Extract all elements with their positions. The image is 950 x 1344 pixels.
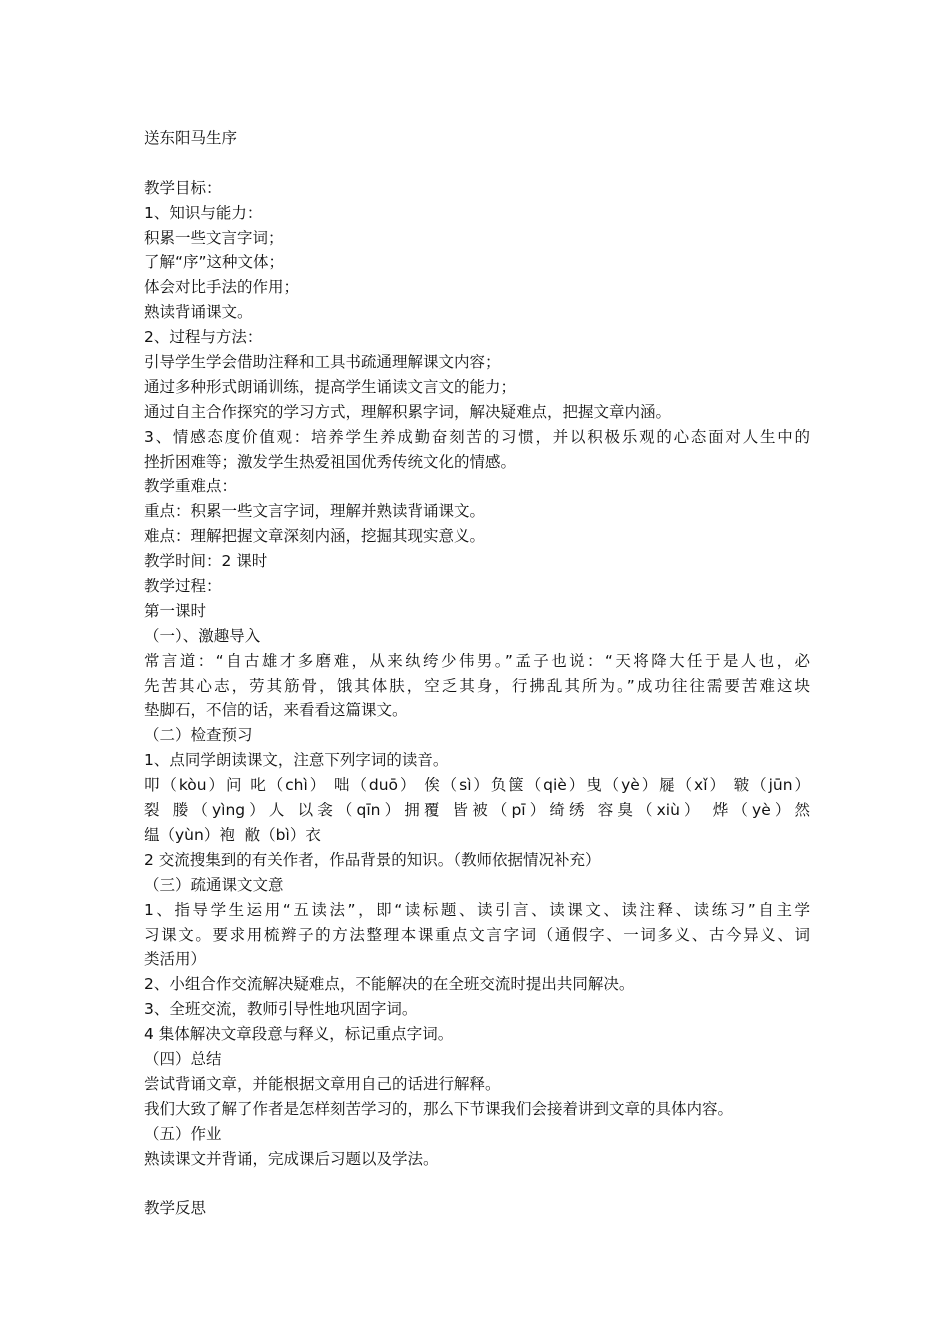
text-line: 2 交流搜集到的有关作者，作品背景的知识。（教师依据情况补充） xyxy=(144,850,601,869)
pronunciation-line: 缊（yùn）袍 敝（bì）衣 xyxy=(144,825,321,844)
text-line: 积累一些文言字词； xyxy=(144,228,284,247)
text-line: 熟读课文并背诵，完成课后习题以及学法。 xyxy=(144,1149,439,1168)
document-title: 送东阳马生序 xyxy=(144,129,238,147)
text-line: 习课文。要求用梳辫子的方法整理本课重点文言字词（通假字、一词多义、古今异义、词 xyxy=(144,925,810,944)
text-line: 1、知识与能力： xyxy=(144,203,263,222)
text-line: 引导学生学会借助注释和工具书疏通理解课文内容； xyxy=(144,353,501,372)
section-heading: （三）疏通课文文意 xyxy=(144,875,284,894)
text-line: 熟读背诵课文。 xyxy=(144,303,253,322)
blank-line xyxy=(144,151,810,176)
text-line: 第一课时 xyxy=(144,601,207,620)
text-line: 4 集体解决文章段意与释义，标记重点字词。 xyxy=(144,1025,454,1044)
text-line: 尝试背诵文章，并能根据文章用自己的话进行解释。 xyxy=(144,1074,501,1093)
text-line: 难点：理解把握文章深刻内涵，挖掘其现实意义。 xyxy=(144,527,486,546)
text-line: 3、情感态度价值观：培养学生养成勤奋刻苦的习惯，并以积极乐观的心态面对人生中的 xyxy=(144,427,810,446)
section-heading: （五）作业 xyxy=(144,1124,222,1143)
text-line: 2、小组合作交流解决疑难点，不能解决的在全班交流时提出共同解决。 xyxy=(144,975,635,994)
blank-line xyxy=(144,1171,810,1196)
text-line: 垫脚石，不信的话，来看看这篇课文。 xyxy=(144,701,408,720)
text-line: 体会对比手法的作用； xyxy=(144,278,300,297)
section-heading: （一）、激趣导入 xyxy=(144,626,261,645)
text-line: 重点：积累一些文言字词，理解并熟读背诵课文。 xyxy=(144,502,486,521)
text-line: 挫折困难等；激发学生热爱祖国优秀传统文化的情感。 xyxy=(144,452,517,471)
text-line: 3、全班交流，教师引导性地巩固字词。 xyxy=(144,1000,418,1019)
pronunciation-line: 裂 媵（yìng）人 以衾（qīn）拥覆 皆被（pī）绮绣 容臭（xiù） 烨（yè）然 xyxy=(144,801,810,820)
section-heading: 教学重难点： xyxy=(144,477,238,496)
text-line: 了解“序”这种文体； xyxy=(144,253,285,272)
section-heading: 教学反思 xyxy=(144,1199,207,1218)
text-line: 2、过程与方法： xyxy=(144,328,263,347)
section-heading: 教学过程： xyxy=(144,577,222,596)
document-body xyxy=(144,126,810,1221)
text-line: 教学时间：2 课时 xyxy=(144,552,268,571)
text-line: 通过多种形式朗诵训练，提高学生诵读文言文的能力； xyxy=(144,377,517,396)
text-line: 常言道：“自古雄才多磨难，从来纨绔少伟男。”孟子也说：“天将降大任于是人也，必 xyxy=(144,651,810,670)
section-heading: （二）检查预习 xyxy=(144,726,253,745)
pronunciation-line: 叩（kòu）问 叱（chì） 咄（duō） 俟（sì）负箧（qiè）曳（yè）屣（xǐ） 皲（jūn） xyxy=(144,776,810,795)
text-line: 通过自主合作探究的学习方式，理解积累字词，解决疑难点，把握文章内涵。 xyxy=(144,402,672,421)
text-line: 类活用） xyxy=(144,950,207,969)
text-line: 先苦其心志，劳其筋骨，饿其体肤，空乏其身，行拂乱其所为。”成功往往需要苦难这块 xyxy=(144,676,810,695)
text-line: 1、点同学朗读课文，注意下列字词的读音。 xyxy=(144,751,449,770)
text-line: 1、指导学生运用“五读法”，即“读标题、读引言、读课文、读注释、读练习”自主学 xyxy=(144,900,810,919)
section-heading: （四）总结 xyxy=(144,1049,222,1068)
section-heading: 教学目标： xyxy=(144,178,222,197)
text-line: 我们大致了解了作者是怎样刻苦学习的，那么下节课我们会接着讲到文章的具体内容。 xyxy=(144,1099,734,1118)
